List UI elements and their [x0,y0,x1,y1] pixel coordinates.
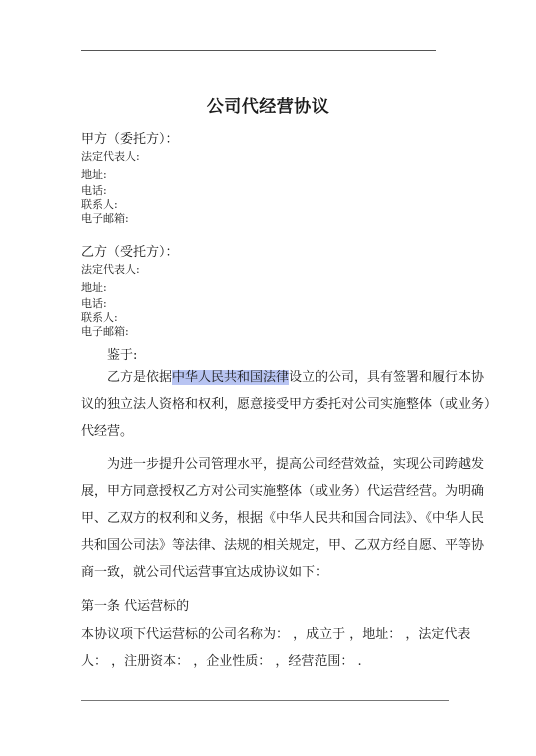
footer-rule [81,700,449,701]
article-1-heading: 第一条 代运营标的 [81,599,190,614]
para1-suffix: 设立的公司，具有签署和履行本协 [289,370,485,385]
article1-line-2: 人： ，注册资本： ，企业性质： ，经营范围： . [81,654,362,669]
para2-line-4: 共和国公司法》等法律、法规的相关规定，甲、乙双方经自愿、平等协 [81,538,485,553]
para1-line-1 [81,364,485,391]
para2-line-5: 商一致，就公司代运营事宜达成协议如下： [81,565,329,580]
article1-line-1: 本协议项下代运营标的公司名称为： ，成立于 ，地址： ，法定代表 [81,627,471,642]
party-b-heading: 乙方（受托方）： [81,245,179,260]
party-a-email-field: 电子邮箱: [81,212,129,225]
party-a-address-field: 地址: [81,168,107,181]
para2-line-3: 甲、乙双方的权利和义务，根据《中华人民共和国合同法》、《中华人民 [81,511,485,526]
party-b-address-field: 地址: [81,281,107,294]
whereas-paragraph-2 [81,451,485,586]
para1-line-2: 议的独立法人资格和权利，愿意接受甲方委托对公司实施整体（或业务） [81,397,498,412]
highlighted-text[interactable]: 中华人民共和国法律 [172,370,290,385]
para2-line-2: 展，甲方同意授权乙方对公司实施整体（或业务）代运营经营。为明确 [81,484,485,499]
para1-line-3: 代经营。 [81,424,134,439]
party-a-legal-rep-field: 法定代表人: [81,150,140,163]
party-a-phone-field: 电话: [81,184,107,197]
article-1-body [81,621,471,675]
party-b-legal-rep-field: 法定代表人: [81,263,140,276]
para2-line-1: 为进一步提升公司管理水平，提高公司经营效益，实现公司跨越发 [107,457,485,472]
party-b-email-field: 电子邮箱: [81,325,129,338]
party-a-contact-field: 联系人: [81,198,118,211]
whereas-paragraph-1 [81,364,498,445]
document-title: 公司代经营协议 [206,97,330,117]
party-b-contact-field: 联系人: [81,311,118,324]
party-b-phone-field: 电话: [81,297,107,310]
header-rule [81,50,436,51]
whereas-label: 鉴于: [107,348,138,363]
party-a-heading: 甲方（委托方）： [81,132,179,147]
para1-prefix: 乙方是依据 [107,370,173,385]
